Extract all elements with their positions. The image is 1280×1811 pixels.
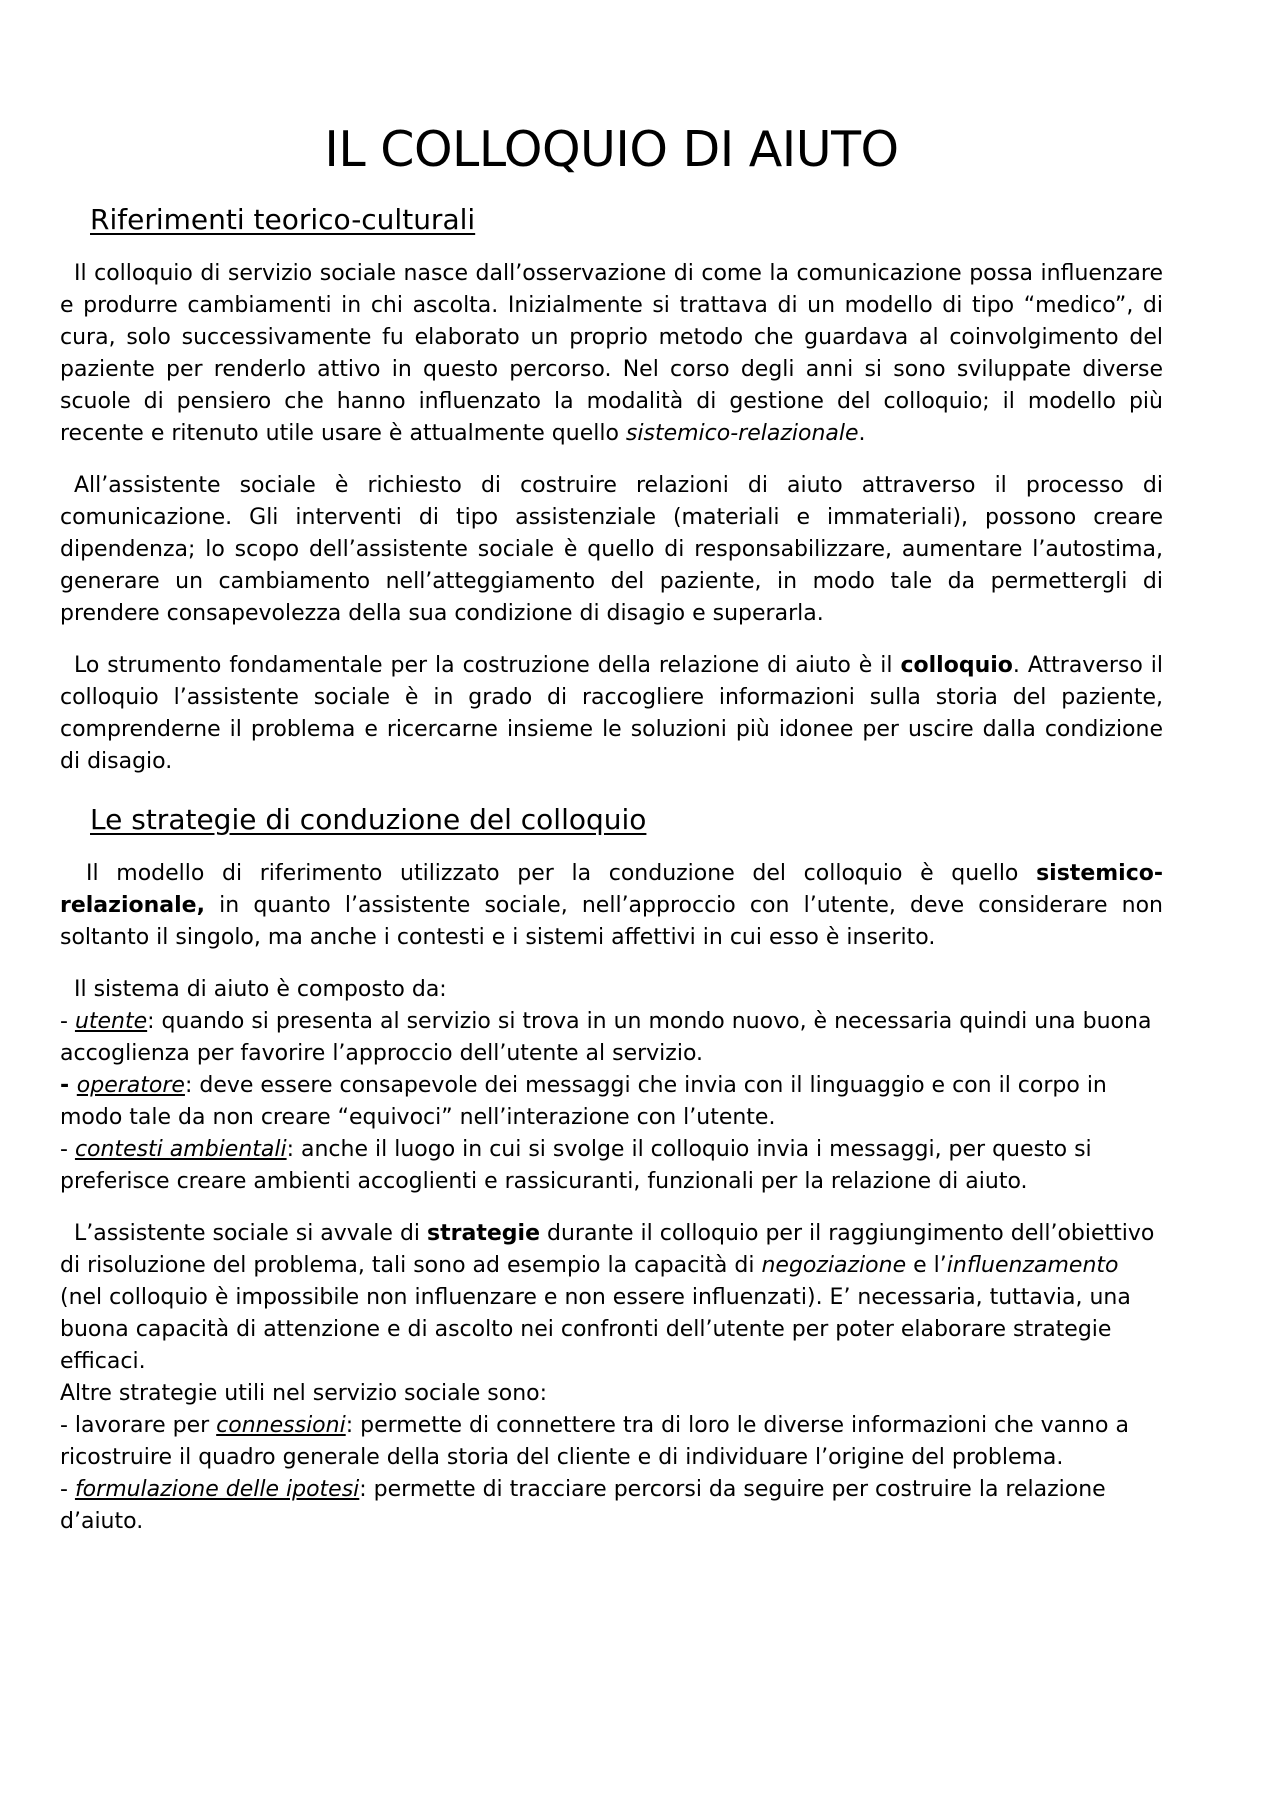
list-term: connessioni bbox=[216, 1413, 346, 1438]
italic-term: sistemico-relazionale bbox=[625, 421, 859, 446]
section-heading-strategie bbox=[60, 802, 1163, 838]
list-term: utente bbox=[74, 1009, 148, 1034]
list-prefix: - lavorare per bbox=[60, 1413, 217, 1438]
other-strategies-intro: Altre strategie utili nel servizio sociale sono: bbox=[60, 1381, 548, 1406]
document-page bbox=[60, 120, 1163, 1538]
paragraph-text: . bbox=[858, 421, 866, 446]
section-heading-text: Riferimenti teorico-culturali bbox=[90, 203, 476, 236]
list-term: contesti ambientali bbox=[74, 1137, 287, 1162]
list-term: formulazione delle ipotesi bbox=[74, 1477, 360, 1502]
list-prefix: - bbox=[60, 1137, 75, 1162]
paragraph-text: in quanto l’assistente sociale, nell’approccio con l’utente, deve considerare non soltanto il singolo, ma anche i contesti e i sistemi affettivi in cui esso è inserito. bbox=[60, 893, 1163, 950]
list-item bbox=[60, 1070, 1163, 1134]
list-item bbox=[60, 1474, 1163, 1538]
paragraph-modello bbox=[60, 858, 1163, 954]
section-heading-riferimenti bbox=[60, 202, 1163, 238]
paragraph-text: Lo strumento fondamentale per la costruzione della relazione di aiuto è il bbox=[74, 653, 901, 678]
paragraph-text: Il colloquio di servizio sociale nasce dall’osservazione di come la comunicazione possa influenzare e produrre cambiamenti in chi ascolta. Inizialmente si trattava di un modello di tipo “medico”, di cura, solo successivamente fu elaborato un proprio metodo che guardava al coinvolgimento del paziente per renderlo attivo in questo percorso. Nel corso degli anni si sono sviluppate diverse scuole di pensiero che hanno influenzato la modalità di gestione del colloquio; il modello più recente e ritenuto utile usare è attualmente quello bbox=[60, 261, 1163, 446]
paragraph-text: e l’ bbox=[906, 1253, 947, 1278]
paragraph-text: (nel colloquio è impossibile non influenzare e non essere influenzati). E’ necessaria, tuttavia, una buona capacità di attenzione e di ascolto nei confronti dell’utente per poter elaborare strategie efficaci. bbox=[60, 1285, 1131, 1374]
section-heading-text: Le strategie di conduzione del colloquio bbox=[90, 803, 647, 836]
paragraph-text: . Attraverso il colloquio l’assistente sociale è in grado di raccogliere informazioni sulla storia del paziente, comprenderne il problema e ricercarne insieme le soluzioni più idonee per uscire dalla condizione di disagio. bbox=[60, 653, 1164, 774]
system-intro: Il sistema di aiuto è composto da: bbox=[74, 977, 447, 1002]
paragraph-text: Il modello di riferimento utilizzato per la conduzione del colloquio è quello bbox=[86, 861, 1037, 886]
system-list bbox=[60, 974, 1163, 1198]
paragraph-intro bbox=[60, 258, 1163, 450]
list-prefix: - bbox=[60, 1073, 77, 1098]
list-prefix: - bbox=[60, 1477, 75, 1502]
paragraph-strumento bbox=[60, 650, 1163, 778]
document-title: IL COLLOQUIO DI AIUTO bbox=[324, 121, 899, 178]
list-text: : permette di connettere tra di loro le diverse informazioni che vanno a ricostruire il quadro generale della storia del cliente e di individuare l’origine del problema. bbox=[60, 1413, 1129, 1470]
list-text: : quando si presenta al servizio si trova in un mondo nuovo, è necessaria quindi una buona accoglienza per favorire l’approccio dell’utente al servizio. bbox=[60, 1009, 1152, 1066]
list-text: : anche il luogo in cui si svolge il colloquio invia i messaggi, per questo si preferisce creare ambienti accoglienti e rassicuranti, funzionali per la relazione di aiuto. bbox=[60, 1137, 1092, 1194]
italic-term: influenzamento bbox=[946, 1253, 1119, 1278]
list-item bbox=[60, 1134, 1163, 1198]
list-term: operatore bbox=[76, 1073, 185, 1098]
paragraph-text: L’assistente sociale si avvale di bbox=[74, 1221, 428, 1246]
bold-term: colloquio bbox=[900, 653, 1013, 678]
list-item bbox=[60, 1410, 1163, 1474]
italic-term: negoziazione bbox=[761, 1253, 907, 1278]
bold-term: strategie bbox=[427, 1221, 540, 1246]
paragraph-strategie bbox=[60, 1218, 1163, 1378]
list-item bbox=[60, 1006, 1163, 1070]
list-prefix: - bbox=[60, 1009, 75, 1034]
bold-term: sistemico-relazionale, bbox=[60, 861, 1163, 918]
list-text: : permette di tracciare percorsi da seguire per costruire la relazione d’aiuto. bbox=[60, 1477, 1106, 1534]
list-text: : deve essere consapevole dei messaggi che invia con il linguaggio e con il corpo in modo tale da non creare “equivoci” nell’interazione con l’utente. bbox=[60, 1073, 1107, 1130]
paragraph-text: durante il colloquio per il raggiungimento dell’obiettivo di risoluzione del problema, tali sono ad esempio la capacità di bbox=[60, 1221, 1155, 1278]
paragraph-assistente: All’assistente sociale è richiesto di costruire relazioni di aiuto attraverso il processo di comunicazione. Gli interventi di tipo assistenziale (materiali e immateriali), possono creare dipendenza; lo scopo dell’assistente sociale è quello di responsabilizzare, aumentare l’autostima, generare un cambiamento nell’atteggiamento del paziente, in modo tale da permettergli di prendere consapevolezza della sua condizione di disagio e superarla. bbox=[60, 473, 1163, 626]
strategies-block bbox=[60, 1218, 1163, 1538]
